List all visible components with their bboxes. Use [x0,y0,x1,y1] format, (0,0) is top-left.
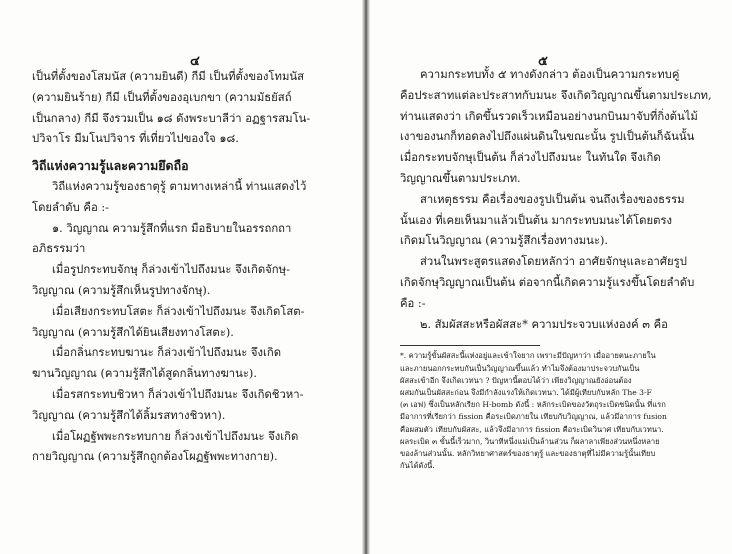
body-line: เกิดมโนวิญญาณ (ความรู้สึกเรื่องทางมนะ). [400,234,608,248]
body-line: (ความยินร้าย) กีมี เป็นที่ตั้งของอุเบกขา (ความมัธยัสถ์ [32,90,292,104]
body-line: วิถีแห่งความรู้ของธาตุรู้ ตามทางเหล่านี้ ท่านแสดงไว้ [52,179,307,193]
body-line: เกิดจักษุวิญญาณเป็นต้น ต่อจากนี้เกิดความรู้แรงขึ้นโดยลำดับ [400,275,695,289]
footnote-line: มีอาการที่เรียกว่า fission คือระเบิดภายใน เทียบกับวิญญาณ, แล้วมีอาการ fusion [400,412,667,422]
body-line: โดยลำดับ คือ :- [32,200,109,214]
footnote-divider [400,345,540,346]
body-line: อภิธรรมว่า [32,242,86,256]
body-line: วิญญาณขึ้นตามประเภท. [400,171,521,185]
body-line: เมื่อรสกระทบชิวหา ก็ล่วงเข้าไปถึงมนะ จึงเกิดชิวหา- [52,387,304,401]
body-line: วิญญาณ (ความรู้สึกเห็นรูปทางจักษุ). [32,283,211,297]
body-line: เมื่อกระทบจักษุเป็นต้น ก็ล่วงไปถึงมนะ ในทันใด จึงเกิด [400,151,661,165]
footnote-line: และภายนอกกระทบกันเป็นวิญญาณขึ้นแล้ว ทำไมจึงต้องมาประจวบกันเป็น [400,363,640,373]
right-page [366,0,732,554]
footnote-line: ผสมกันเป็นผัสสะก่อน จึงมีกำลังแรงให้เกิดเวทนา. ได้มีผู้เทียบกับหลัก The 3-F [400,387,652,397]
body-line: ความกระทบทั้ง ๕ ทางดังกล่าว ต้องเป็นความกระทบคู่ [420,68,680,81]
body-line: คือประสาทแต่ละประสาทกับมนะ จึงเกิดวิญญาณขึ้นตามประเภท, [400,88,712,102]
footnote-line: ผลระเบิด ๓ ขั้นนี้เร็วมาก, วินาทีหนึ่งแม่เป็นล้านส่วน ก็ผลาลาเพียงส่วนหนึ่งหลาย [400,436,660,446]
body-line: เมื่อโผฏฐัพพะกระทบกาย ก็ล่วงเข้าไปถึงมนะ จึงเกิด [52,429,299,443]
body-line: ๑. วิญญาณ ความรู้สึกที่แรก มือธิบายในอรรถกถา [52,221,292,235]
body-line: ส่วนในพระสูตรแสดงโดยหลักว่า อาศัยจักษุและอาศัยรูป [420,255,687,269]
body-line: ๒. สัมผัสสะหรือผัสสะ* ความประจวบแห่งองค์ ๓ คือ [420,317,668,331]
book-gutter [362,0,370,554]
body-line: ปวิจาโร มีมโนปวิจาร ที่เที่ยวไปของใจ ๑๘. [32,132,239,146]
body-line: สาเหตุธรรม คือเรื่องของรูปเป็นต้น จนถึงเรื่องของธรรม [420,192,685,206]
footnote-line: กันได้ดังนี้. [400,461,435,471]
body-line: วิญญาณ (ความรู้สึกได้ยินเสียงทางโสตะ). [32,325,234,339]
footnote-line: คือผสมตัว เทียบกับผัสสะ, แล้วจึงมีอาการ fission คือระเบิดวินาศ เทียบกับเวทนา. [400,424,664,434]
page-number-right: ๕ [538,54,548,69]
body-line: วิญญาณ (ความรู้สึกได้ลิ้มรสทางชิวหา). [32,408,226,422]
body-line: เงาของนกก็ทอดลงไปถึงแผ่นดินในขณะนั้น รูปเป็นต้นก็ฉันนั้น [400,130,695,144]
footnote-line: (๓ เอฟ) ซึ่งเป็นหลักเรียก H-bomb ดังนี้ : หลักระเบิดของวัตถุระเบิดชนิดนั้น ที่แรก [400,400,666,410]
footnote-line: ผัสสะเข้าอีก จึงเกิดเวทนา ? ปัญหานี้ตอบได้ว่า เพียงวิญญาณยังอ่อนต้อง [400,375,632,385]
footnote-line: ของล้านส่วนนั้น. หลักวิทยาศาสตร์ของธาตุรู้ และของธาตุที่ไม่มีความรู้นั้นเทียบ [400,448,656,458]
right-page-body [400,65,714,472]
body-line: ท่านแสดงว่า เกิดขึ้นรวดเร็วเหมือนอย่างนกบินมาจับที่กิ่งต้นไม้ [400,109,698,123]
body-line: กายวิญญาณ (ความรู้สึกถูกต้องโผฏฐัพพะทางกาย). [32,450,278,464]
body-line: ฆานวิญญาณ (ความรู้สึกได้สูดกลิ่นทางฆานะ). [32,367,257,381]
body-line: เมื่อกลิ่นกระทบฆานะ ก็ล่วงเข้าไปถึงมนะ จึงเกิด [52,346,282,360]
page-number-left: ๔ [190,54,200,69]
body-line: นั้นเอง ที่เคยเห็นมาแล้วเป็นต้น มากระทบมนะได้โดยตรง [400,213,673,227]
body-line: เมื่อรูปกระทบจักษุ ก็ล่วงเข้าไปถึงมนะ จึงเกิดจักษุ- [52,263,290,277]
body-line: เมื่อเสียงกระทบโสตะ ก็ล่วงเข้าไปถึงมนะ จึงเกิดโสต- [52,304,305,318]
section-heading: วิถีแห่งความรู้และความยึดถือ [32,158,189,174]
body-line: เป็นที่ตั้งของโสมนัส (ความยินดี) กีมี เป็นที่ตั้งของโทมนัส [32,70,305,83]
body-line: คือ :- [400,296,426,310]
left-page-body [32,67,350,468]
body-line: เป็นกลาง) กีมี จึงรวมเป็น ๑๘ ดังพระบาลีว่า อฏฐารสมโน- [32,111,311,125]
footnote-line: *. ความรู้ขั้นผัสสะนี้แห่งอยู่และเข้าใจยาก เพราะมีปัญหาว่า เมื่ออายตนะภายใน [400,351,656,361]
